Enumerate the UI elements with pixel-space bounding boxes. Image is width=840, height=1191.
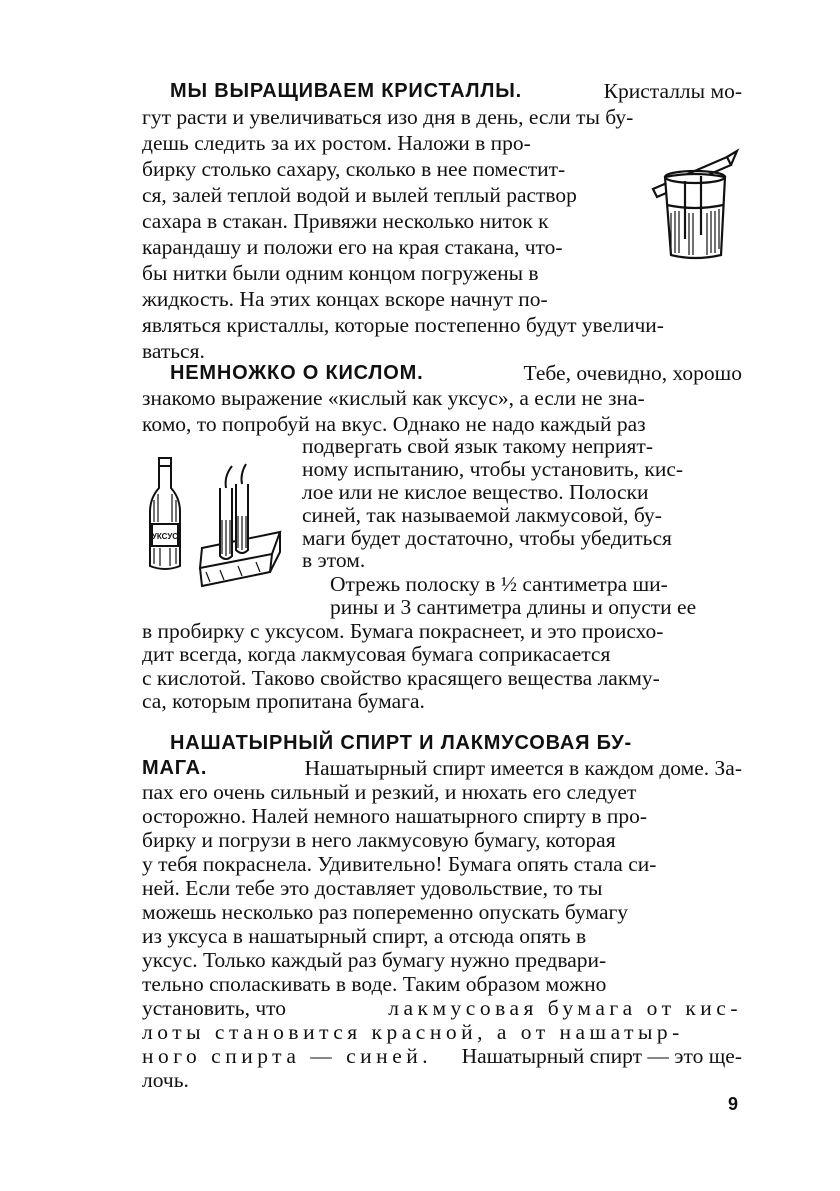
section-3-heading: НАШАТЫРНЫЙ СПИРТ И ЛАКМУСОВАЯ БУ-: [170, 732, 632, 754]
bottle-label: УКСУС: [151, 532, 179, 541]
text-line: синей, так называемой лакмусовой, бу-: [302, 503, 662, 527]
text-line: жидкость. На этих концах вскоре начнут по-: [142, 287, 548, 311]
text-line: бы нитки были одним концом погружены в: [142, 261, 539, 285]
text-line: са, которым пропитана бумага.: [142, 689, 425, 713]
text-line: карандашу и положи его на края стакана, что-: [142, 235, 563, 259]
text-line: Тебе, очевидно, хорошо: [523, 361, 742, 385]
text-line: Нашатырный спирт имеется в каждом доме. За-: [304, 756, 742, 780]
spaced-emphasis: лакмусовая бумага от кис-: [388, 996, 742, 1020]
text-line: ному испытанию, чтобы установить, кис-: [302, 457, 684, 481]
glass-with-pencil-illustration: [645, 143, 745, 268]
text-line: лочь.: [142, 1068, 189, 1092]
text-line: осторожно. Налей немного нашатырного спирту в про-: [142, 804, 648, 828]
text-line: дит всегда, когда лакмусовая бумага соприкасается: [142, 642, 611, 666]
section-3-heading-continued: МАГА.: [142, 757, 208, 779]
section-3-heading-line-1: [170, 730, 742, 756]
text-line: бирку и погрузи в него лакмусовую бумагу, которая: [142, 828, 616, 852]
text-line: лое или не кислое вещество. Полоски: [302, 480, 649, 504]
text-line: подвергать свой язык такому неприят-: [302, 434, 653, 458]
text-line: можешь несколько раз попеременно опускать бумагу: [142, 900, 629, 924]
text-line: ней. Если тебе это доставляет удовольствие, то ты: [142, 876, 603, 900]
text-line: тельно споласкивать в воде. Таким образом можно: [142, 972, 607, 996]
vinegar-bottle-and-test-tubes-illustration: [140, 440, 290, 590]
section-1-heading: МЫ ВЫРАЩИВАЕМ КРИСТАЛЛЫ.: [170, 80, 522, 102]
text-line: [142, 1043, 742, 1069]
spaced-emphasis: лоты становится красной, а от нашатыр-: [142, 1020, 684, 1044]
text-fragment: установить, что: [142, 996, 287, 1020]
text-line: уксус. Только каждый раз бумагу нужно предвари-: [142, 948, 607, 972]
text-line: знакомо выражение «кислый как уксус», а если не зна-: [142, 386, 645, 410]
text-line: сахара в стакан. Привяжи несколько ниток к: [142, 209, 549, 233]
spaced-emphasis: ного спирта — синей.: [142, 1044, 433, 1068]
text-line: дешь следить за их ростом. Наложи в про-: [142, 131, 531, 155]
text-line: являться кристаллы, которые постепенно будут увеличи-: [142, 313, 664, 337]
section-1-first-line: [170, 78, 742, 104]
text-line: Отрежь полоску в ½ сантиметра ши-: [330, 572, 668, 596]
text-line: Кристаллы мо-: [603, 79, 742, 103]
text-fragment: Нашатырный спирт — это ще-: [461, 1044, 742, 1068]
text-line: гут расти и увеличиваться изо дня в день, если ты бу-: [142, 105, 634, 129]
text-line: бирку столько сахару, сколько в нее поместит-: [142, 157, 566, 181]
section-2-first-line: [170, 360, 742, 386]
text-line: рины и 3 сантиметра длины и опусти ее: [330, 595, 697, 619]
section-3-first-line: [142, 755, 742, 781]
text-line: в пробирку с уксусом. Бумага покраснеет, и это происхо-: [142, 619, 664, 643]
section-2-heading: НЕМНОЖКО О КИСЛОМ.: [170, 362, 424, 384]
text-line: [142, 995, 742, 1021]
text-line: маги будет достаточно, чтобы убедиться: [302, 526, 672, 550]
text-line: пах его очень сильный и резкий, и нюхать его следует: [142, 780, 637, 804]
text-line: у тебя покраснела. Удивительно! Бумага опять стала си-: [142, 852, 657, 876]
text-line: ваться.: [142, 339, 205, 363]
text-line: в этом.: [302, 548, 366, 572]
text-line: ся, залей теплой водой и вылей теплый раствор: [142, 183, 577, 207]
page-number: 9: [728, 1094, 739, 1114]
text-line: из уксуса в нашатырный спирт, а отсюда опять в: [142, 924, 587, 948]
text-line: комо, то попробуй на вкус. Однако не надо каждый раз: [142, 412, 646, 436]
text-line: с кислотой. Таково свойство красящего вещества лакму-: [142, 666, 660, 690]
